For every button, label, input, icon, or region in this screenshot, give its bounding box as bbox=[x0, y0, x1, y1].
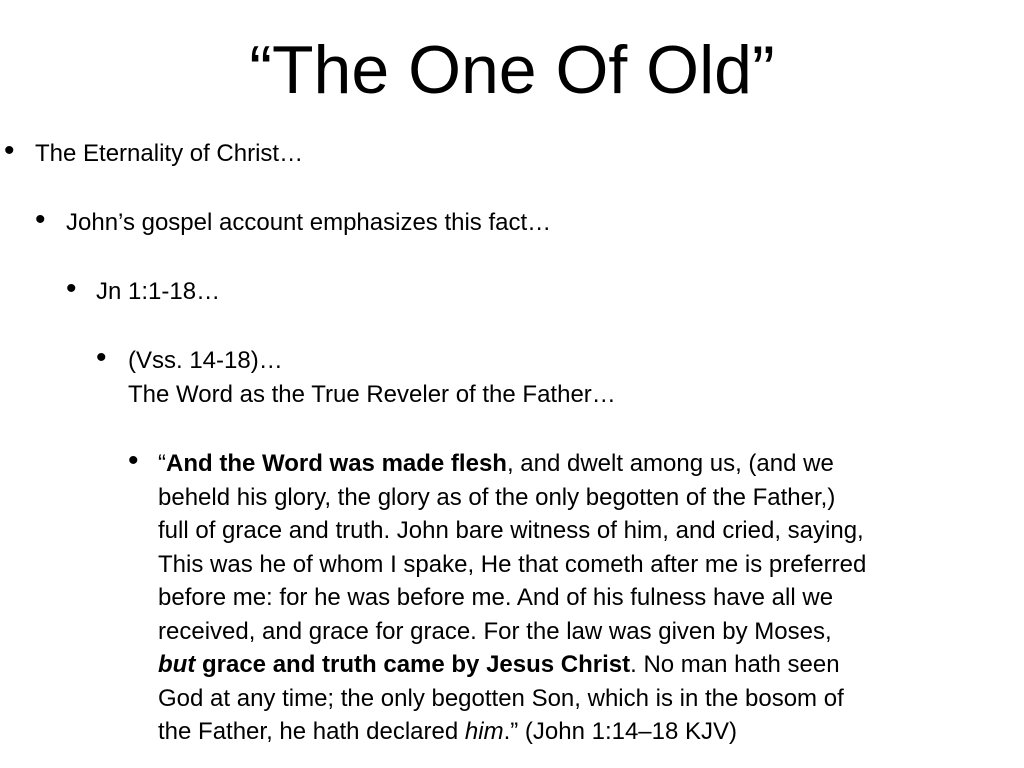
quote-line-5: before me: for he was before me. And of his fulness have all we bbox=[158, 584, 834, 611]
quote-italic-word: him bbox=[464, 718, 504, 745]
quote-line-3: full of grace and truth. John bare witness of him, and cried, saying, bbox=[158, 517, 864, 544]
quote-bold-italic-word: but bbox=[158, 651, 196, 678]
scripture-quote bbox=[158, 447, 1008, 749]
bullet-level-4-line-2: The Word as the True Reveler of the Father… bbox=[128, 380, 616, 408]
bullet-level-1: The Eternality of Christ… bbox=[35, 140, 304, 167]
quote-bold-phrase: And the Word was made flesh bbox=[166, 450, 507, 477]
quote-line-9 bbox=[158, 715, 1008, 749]
quote-citation: .” (John 1:14–18 KJV) bbox=[503, 718, 738, 745]
bullet-level-2: John’s gospel account emphasizes this fact… bbox=[66, 209, 552, 236]
quote-line-7-rest: . No man hath seen bbox=[630, 651, 840, 678]
bullet-icon: • bbox=[4, 134, 15, 167]
bullet-icon: • bbox=[35, 203, 46, 236]
bullet-icon: • bbox=[128, 444, 139, 477]
quote-line-1 bbox=[158, 447, 1008, 481]
bullet-level-4 bbox=[128, 344, 616, 411]
quote-line-8: God at any time; the only begotten Son, which is in the bosom of bbox=[158, 684, 844, 712]
quote-line-2: beheld his glory, the glory as of the only begotten of the Father,) bbox=[158, 483, 836, 511]
quote-open-mark: “ bbox=[158, 450, 166, 477]
quote-line-7 bbox=[158, 648, 1008, 682]
quote-line-9-start: the Father, he hath declared bbox=[158, 718, 465, 745]
bullet-icon: • bbox=[96, 341, 107, 374]
quote-line-4: This was he of whom I spake, He that cometh after me is preferred bbox=[158, 550, 867, 578]
bullet-icon: • bbox=[66, 272, 77, 305]
bullet-level-3: Jn 1:1-18… bbox=[96, 278, 221, 305]
bullet-level-4-line-1: (Vss. 14-18)… bbox=[128, 347, 283, 374]
quote-line-6: received, and grace for grace. For the law was given by Moses, bbox=[158, 617, 832, 645]
quote-bold-phrase-2: grace and truth came by Jesus Christ bbox=[195, 651, 631, 678]
quote-line-1-rest: , and dwelt among us, (and we bbox=[506, 450, 834, 477]
slide-title: “The One Of Old” bbox=[249, 32, 775, 108]
